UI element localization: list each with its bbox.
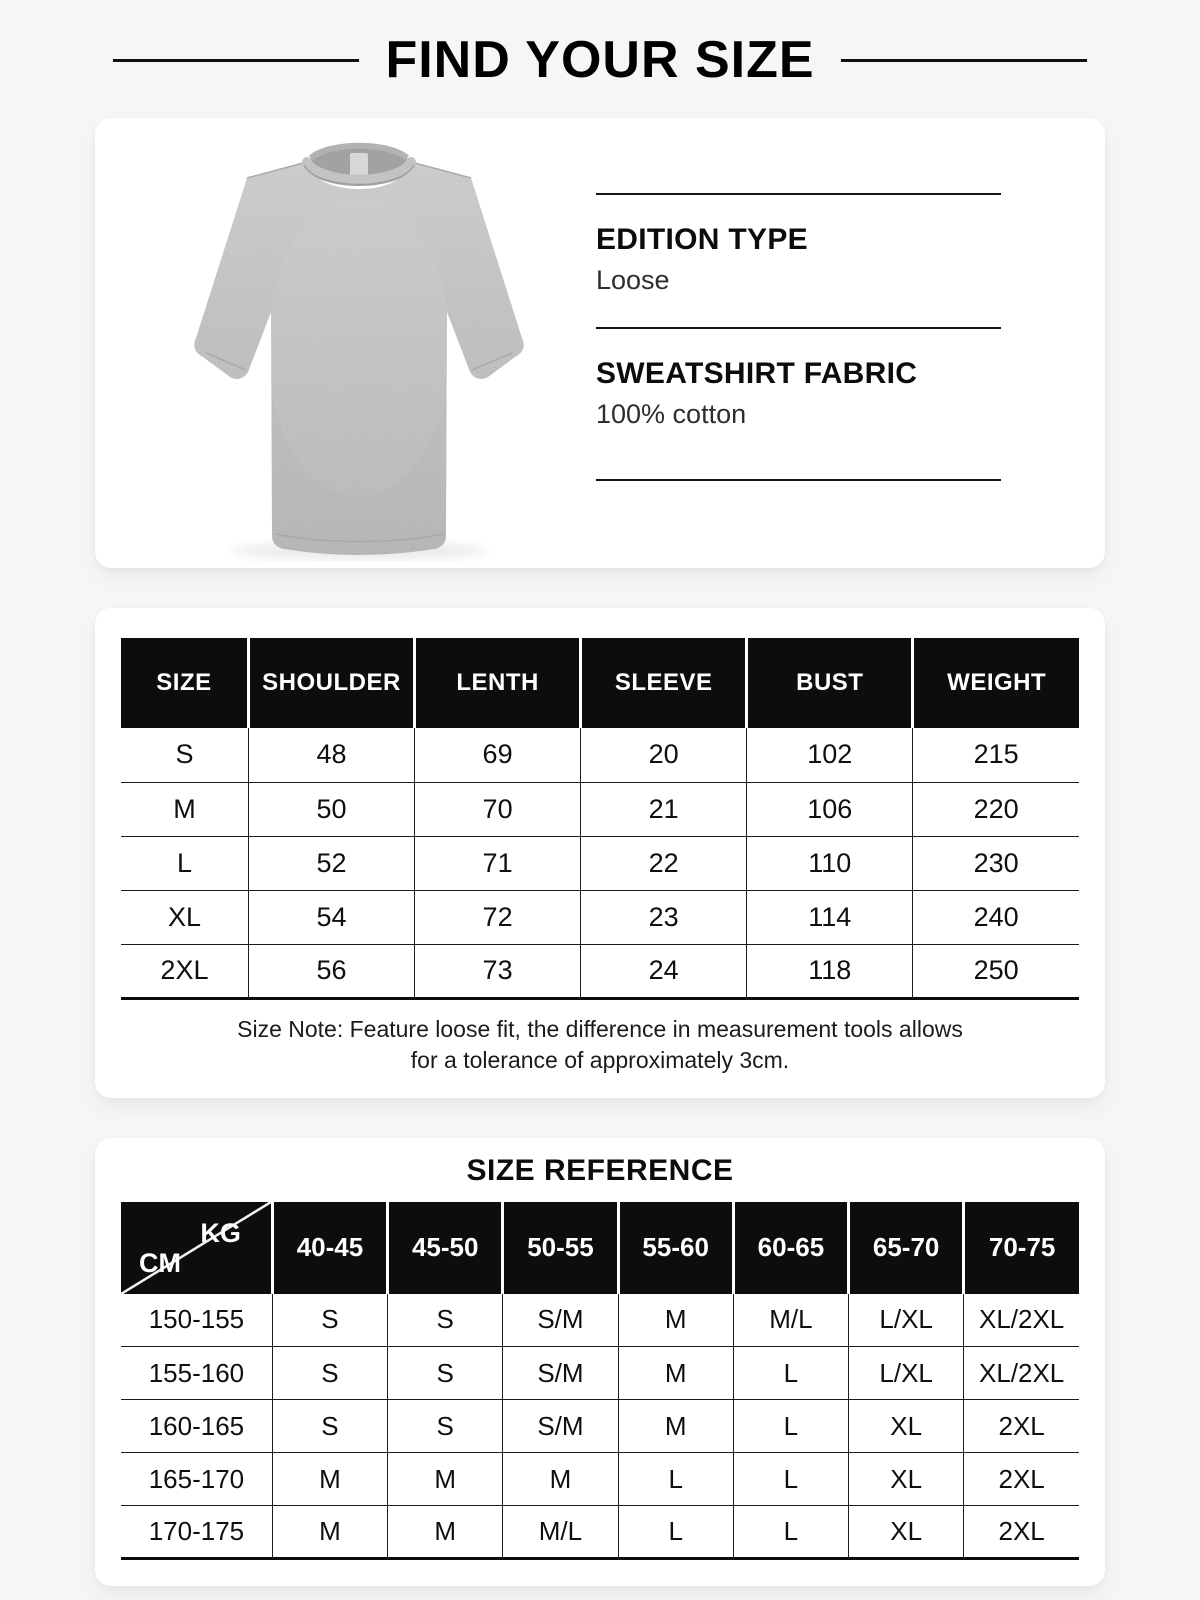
size-cell: 48 (248, 728, 414, 782)
size-cell: 114 (747, 890, 913, 944)
title-rule-left (113, 59, 359, 62)
size-table-header-row (121, 638, 1079, 728)
header-cell-sleeve: SLEEVE (581, 638, 747, 728)
size-reference-header-row (121, 1202, 1079, 1294)
tshirt-svg (173, 132, 545, 562)
ref-cell: XL (849, 1506, 964, 1559)
spec-divider (596, 327, 1001, 329)
ref-cell: M (388, 1506, 503, 1559)
size-cell: 72 (415, 890, 581, 944)
size-row-l (121, 836, 1079, 890)
size-row-s (121, 728, 1079, 782)
size-cell: 23 (581, 890, 747, 944)
header-cell-size: SIZE (121, 638, 248, 728)
kg-header-cell: 60-65 (733, 1202, 848, 1294)
ref-cell: L (733, 1400, 848, 1453)
size-label-cell: XL (121, 890, 248, 944)
size-cell: 102 (747, 728, 913, 782)
kg-label: KG (200, 1217, 241, 1248)
cm-range-cell: 160-165 (121, 1400, 272, 1453)
size-label-cell: M (121, 782, 248, 836)
product-card (95, 118, 1105, 568)
ref-cell: L (733, 1506, 848, 1559)
ref-cell: L/XL (849, 1294, 964, 1347)
size-cell: 250 (913, 944, 1079, 998)
header-cell-lenth: LENTH (415, 638, 581, 728)
ref-cell: 2XL (964, 1506, 1079, 1559)
spec-divider (596, 193, 1001, 195)
size-reference-card (95, 1138, 1105, 1587)
ref-cell: 2XL (964, 1453, 1079, 1506)
ref-cell: S (388, 1294, 503, 1347)
size-table (121, 638, 1079, 1000)
tshirt-body (194, 162, 524, 555)
size-reference-table (121, 1202, 1079, 1561)
ref-row-150-155 (121, 1294, 1079, 1347)
kg-header-cell: 55-60 (618, 1202, 733, 1294)
ref-cell: S (272, 1347, 387, 1400)
ref-cell: S (272, 1294, 387, 1347)
kg-header-cell: 50-55 (503, 1202, 618, 1294)
size-cell: 22 (581, 836, 747, 890)
title-rule-right (841, 59, 1087, 62)
spec-label-fabric: SWEATSHIRT FABRIC (596, 357, 918, 390)
size-cell: 20 (581, 728, 747, 782)
tshirt-image (173, 132, 545, 567)
size-cell: 70 (415, 782, 581, 836)
ref-cell: M (272, 1453, 387, 1506)
size-label-cell: S (121, 728, 248, 782)
ref-cell: XL (849, 1453, 964, 1506)
size-row-xl (121, 890, 1079, 944)
size-cell: 52 (248, 836, 414, 890)
kg-header-cell: 45-50 (388, 1202, 503, 1294)
ref-cell: M (272, 1506, 387, 1559)
spec-label-edition-type: EDITION TYPE (596, 223, 808, 256)
ref-cell: M (618, 1400, 733, 1453)
size-cell: 118 (747, 944, 913, 998)
size-label-cell: L (121, 836, 248, 890)
size-reference-title: SIZE REFERENCE (466, 1153, 734, 1187)
size-row-2xl (121, 944, 1079, 998)
size-cell: 21 (581, 782, 747, 836)
cm-range-cell: 155-160 (121, 1347, 272, 1400)
ref-cell: M (618, 1294, 733, 1347)
ref-cell: XL/2XL (964, 1347, 1079, 1400)
ref-cell: M/L (733, 1294, 848, 1347)
page-title-row (0, 0, 1200, 90)
size-cell: 56 (248, 944, 414, 998)
spec-divider (596, 479, 1001, 481)
size-cell: 73 (415, 944, 581, 998)
kg-header-cell: 70-75 (964, 1202, 1079, 1294)
spec-value-fabric: 100% cotton (596, 399, 747, 429)
size-label-cell: 2XL (121, 944, 248, 998)
ref-cell: S/M (503, 1347, 618, 1400)
size-cell: 71 (415, 836, 581, 890)
size-cell: 110 (747, 836, 913, 890)
header-cell-shoulder: SHOULDER (248, 638, 414, 728)
ref-row-155-160 (121, 1347, 1079, 1400)
spec-value-edition-type: Loose (596, 265, 670, 295)
ref-row-165-170 (121, 1453, 1079, 1506)
ref-cell: L (618, 1506, 733, 1559)
size-cell: 220 (913, 782, 1079, 836)
ref-cell: M (618, 1347, 733, 1400)
ref-cell: S/M (503, 1294, 618, 1347)
ref-cell: L (733, 1347, 848, 1400)
product-specs (596, 193, 1001, 481)
size-cell: 50 (248, 782, 414, 836)
ref-row-160-165 (121, 1400, 1079, 1453)
size-note-line1: Size Note: Feature loose fit, the difference in measurement tools allows (237, 1015, 963, 1042)
kg-header-cell: 40-45 (272, 1202, 387, 1294)
cm-label: CM (139, 1247, 181, 1278)
ref-cell: 2XL (964, 1400, 1079, 1453)
size-cell: 215 (913, 728, 1079, 782)
size-cell: 230 (913, 836, 1079, 890)
ref-cell: XL/2XL (964, 1294, 1079, 1347)
cm-range-cell: 165-170 (121, 1453, 272, 1506)
ref-row-170-175 (121, 1506, 1079, 1559)
size-row-m (121, 782, 1079, 836)
kg-header-cell: 65-70 (849, 1202, 964, 1294)
ref-cell: M (503, 1453, 618, 1506)
cm-range-cell: 170-175 (121, 1506, 272, 1559)
ref-cell: S (388, 1400, 503, 1453)
ref-cell: S (388, 1347, 503, 1400)
ref-cell: S/M (503, 1400, 618, 1453)
size-cell: 69 (415, 728, 581, 782)
size-cell: 54 (248, 890, 414, 944)
neck-label (350, 153, 368, 178)
ref-cell: L (733, 1453, 848, 1506)
ref-cell: M/L (503, 1506, 618, 1559)
ref-cell: L/XL (849, 1347, 964, 1400)
cm-range-cell: 150-155 (121, 1294, 272, 1347)
corner-cell-kg-cm (121, 1202, 272, 1294)
ref-cell: XL (849, 1400, 964, 1453)
ref-cell: M (388, 1453, 503, 1506)
page-title: FIND YOUR SIZE (385, 31, 815, 89)
size-table-card (95, 608, 1105, 1098)
ref-cell: S (272, 1400, 387, 1453)
header-cell-bust: BUST (747, 638, 913, 728)
ref-cell: L (618, 1453, 733, 1506)
header-cell-weight: WEIGHT (913, 638, 1079, 728)
size-cell: 106 (747, 782, 913, 836)
size-cell: 240 (913, 890, 1079, 944)
size-cell: 24 (581, 944, 747, 998)
size-note-line2: for a tolerance of approximately 3cm. (410, 1046, 790, 1073)
